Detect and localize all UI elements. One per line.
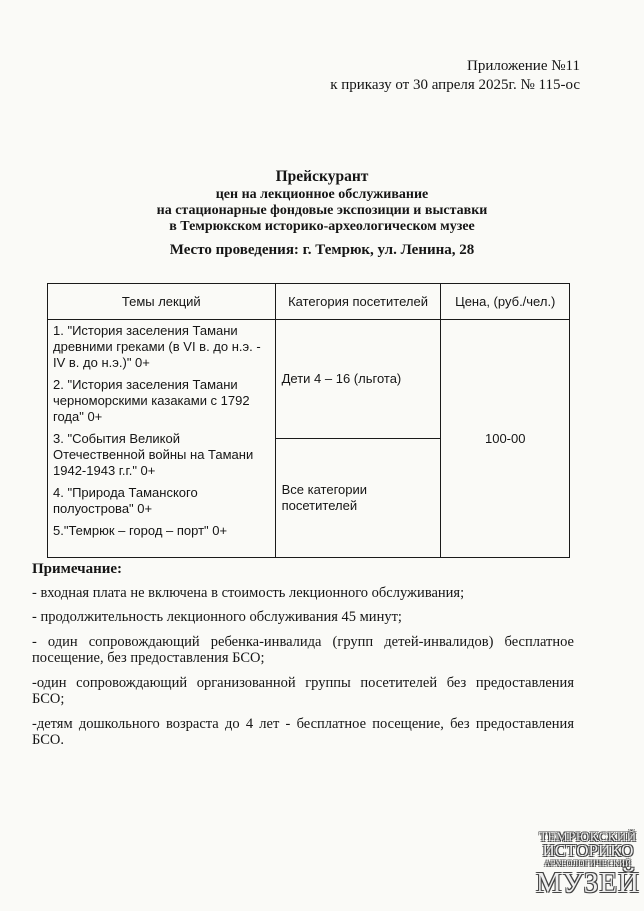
document-header xyxy=(0,167,644,260)
table-header-row xyxy=(48,284,570,320)
note-item-1: - входная плата не включена в стоимость лекционного обслуживания; xyxy=(32,584,465,601)
notes-heading: Примечание: xyxy=(32,561,123,577)
price-cell: 100-00 xyxy=(441,320,570,558)
appendix-reference xyxy=(330,57,580,95)
lecture-item-5: 5."Темрюк – город – порт" 0+ xyxy=(53,523,228,538)
notes-section xyxy=(32,561,574,757)
note-item-5: -детям дошкольного возраста до 4 лет - бесплатное посещение, без предоставления БСО. xyxy=(32,715,574,748)
venue-line: Место проведения: г. Темрюк, ул. Ленина, 28 xyxy=(169,242,475,258)
note-item-3: - один сопровождающий ребенка-инвалида (групп детей-инвалидов) бесплатное посещение, без предоставления БСО; xyxy=(32,633,574,666)
lecture-item-3: 3. "События Великой Отечественной войны на Тамани 1942-1943 г.г." 0+ xyxy=(53,431,254,478)
header-visitor-category: Категория посетителей xyxy=(275,284,441,320)
lecture-item-1: 1. "История заселения Тамани древними греками (в VI в. до н.э. - IV в. до н.э.)" 0+ xyxy=(53,323,261,370)
header-price: Цена, (руб./чел.) xyxy=(441,284,570,320)
lecture-item-2: 2. "История заселения Тамани черноморскими казаками с 1792 года" 0+ xyxy=(53,377,250,424)
subtitle-line-1: цен на лекционное обслуживание xyxy=(215,187,429,202)
museum-logo-stamp xyxy=(536,830,640,897)
appendix-number: Приложение №11 xyxy=(466,58,580,74)
subtitle-line-2: на стационарные фондовые экспозиции и выставки xyxy=(156,203,488,218)
category-all-visitors: Все категории посетителей xyxy=(275,439,441,558)
lecture-topics-cell xyxy=(48,320,276,558)
header-lecture-topics: Темы лекций xyxy=(48,284,276,320)
lecture-item-4: 4. "Природа Таманского полуострова" 0+ xyxy=(53,485,198,516)
order-reference: к приказу от 30 апреля 2025г. № 115-ос xyxy=(330,77,580,93)
table-row xyxy=(48,320,570,439)
stamp-line-2: ИСТОРИКО xyxy=(542,841,634,860)
stamp-line-4: МУЗЕЙ xyxy=(535,867,640,899)
note-item-4: -один сопровождающий организованной группы посетителей без предоставления БСО; xyxy=(32,674,574,707)
subtitle-line-3: в Темрюкском историко-археологическом музее xyxy=(169,219,475,234)
document-title: Прейскурант xyxy=(275,168,369,185)
stamp-line-3: АРХЕОЛОГИЧЕСКИЙ xyxy=(544,859,632,868)
stamp-line-1: ТЕМРЮКСКИЙ xyxy=(539,829,637,844)
category-children: Дети 4 – 16 (льгота) xyxy=(275,320,441,439)
note-item-2: - продолжительность лекционного обслуживания 45 минут; xyxy=(32,609,402,625)
price-table xyxy=(47,283,570,558)
